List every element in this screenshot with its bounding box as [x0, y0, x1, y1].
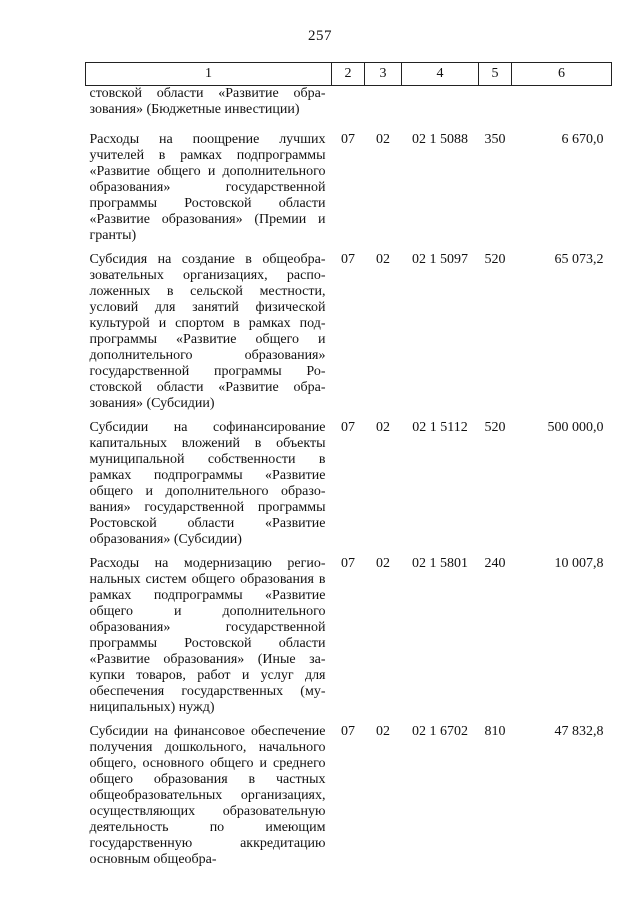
row-description: Субсидии на финансовое обеспечение получения дошкольного, начального общего, основного общего и среднего общего образования в частных общеобразовательных организациях, осуществляющих образовательную деятельность по имеющим государственную аккредитацию основным общеобра- — [89, 724, 326, 867]
row-subsection: 02 — [376, 132, 390, 147]
row-target-article: 02 1 6702 — [412, 724, 468, 739]
row-amount: 500 000,0 — [547, 420, 604, 435]
table-row — [86, 252, 612, 420]
row-amount: 65 073,2 — [554, 252, 604, 267]
row-subsection: 02 — [376, 556, 390, 571]
header-row — [86, 63, 612, 86]
row-expense-type: 520 — [484, 420, 506, 435]
row-subsection: 02 — [376, 252, 390, 267]
row-expense-type: 240 — [484, 556, 506, 571]
row-section: 07 — [341, 420, 355, 435]
row-description: Расходы на поощрение лучших учителей в рамках подпрограммы «Развитие общего и дополнительного образования» государственной программы Ростовской области «Развитие образования» (Премии и гранты) — [89, 132, 326, 243]
table-row — [86, 724, 612, 876]
row-section: 07 — [341, 556, 355, 571]
budget-table — [85, 62, 612, 876]
row-expense-type: 520 — [484, 252, 506, 267]
row-expense-type: 350 — [484, 132, 506, 147]
table-row — [86, 556, 612, 724]
row-description: Субсидия на создание в общеобразовательных организациях, расположенных в сельской местности, условий для занятий физической культурой и спортом в рамках подпрограммы «Развитие общего и дополнительного образования» государственной программы Ростовской области «Развитие образования» (Субсидии) — [89, 252, 326, 411]
continuation-row — [86, 86, 612, 133]
row-target-article: 02 1 5112 — [412, 420, 468, 435]
row-target-article: 02 1 5088 — [412, 132, 468, 147]
row-section: 07 — [341, 132, 355, 147]
row-expense-type: 810 — [484, 724, 506, 739]
header-col-3: 3 — [365, 63, 402, 86]
row-amount: 6 670,0 — [561, 132, 604, 147]
row-section: 07 — [341, 724, 355, 739]
header-col-4: 4 — [402, 63, 479, 86]
table-row — [86, 420, 612, 556]
table-row — [86, 132, 612, 252]
row-target-article: 02 1 5801 — [412, 556, 468, 571]
header-col-6: 6 — [512, 63, 612, 86]
header-col-1: 1 — [86, 63, 332, 86]
row-amount: 47 832,8 — [554, 724, 604, 739]
row-description: Расходы на модернизацию региональных систем общего образования в рамках подпрограммы «Развитие общего и дополнительного образования» государственной программы Ростовской области «Развитие образования» (Иные закупки товаров, работ и услуг для обеспечения государственных (муниципальных) нужд) — [89, 556, 326, 715]
row-subsection: 02 — [376, 724, 390, 739]
header-col-2: 2 — [332, 63, 365, 86]
header-col-5: 5 — [479, 63, 512, 86]
row-section: 07 — [341, 252, 355, 267]
row-description: стовской области «Развитие образования» (Бюджетные инвестиции) — [89, 86, 326, 117]
row-description: Субсидии на софинансирование капитальных вложений в объекты муниципальной собственности в рамках подпрограммы «Развитие общего и дополнительного образования» государственной программы Ростовской области «Развитие образования» (Субсидии) — [89, 420, 326, 547]
row-target-article: 02 1 5097 — [412, 252, 468, 267]
row-amount: 10 007,8 — [554, 556, 604, 571]
page-number: 257 — [308, 28, 332, 44]
row-subsection: 02 — [376, 420, 390, 435]
